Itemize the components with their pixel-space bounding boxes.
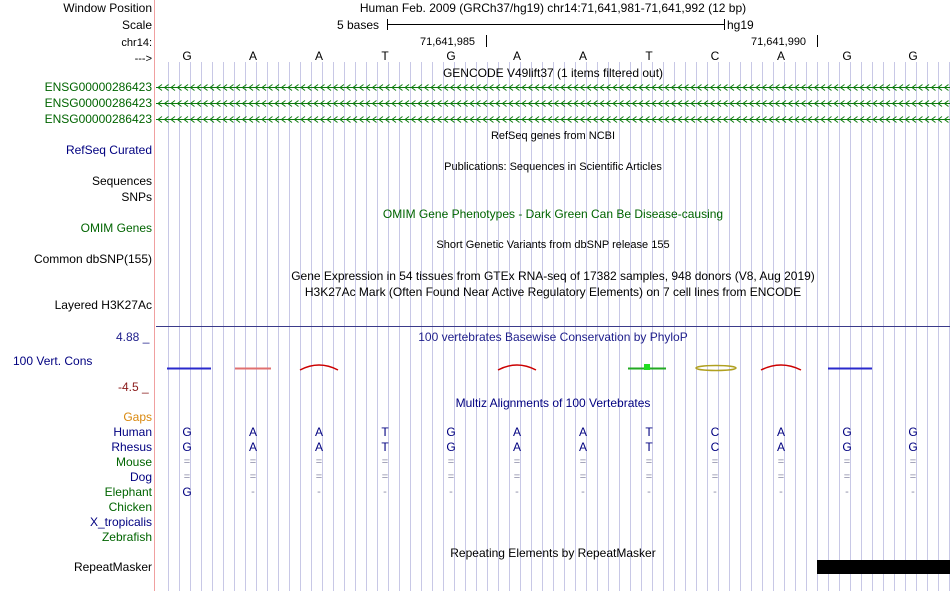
gencode-track-title[interactable]: GENCODE V49lift37 (1 items filtered out) (442, 66, 664, 80)
alignment-cell: G (182, 485, 192, 499)
base-3: A (314, 49, 323, 63)
base-10: A (776, 49, 785, 63)
base-11: G (842, 49, 852, 63)
alignment-cell: = (381, 471, 389, 483)
alignment-cell: T (645, 440, 653, 454)
base-4: T (381, 49, 389, 63)
window-position-label: Window Position (63, 1, 152, 15)
alignment-cell: = (315, 471, 323, 483)
alignment-cell: - (713, 486, 717, 498)
alignment-cell: G (842, 425, 852, 439)
alignment-cell: - (515, 486, 519, 498)
gencode-item-3[interactable]: ENSG00000286423 (44, 112, 152, 126)
alignment-cell: = (447, 456, 455, 468)
publications-track-title[interactable]: Publications: Sequences in Scientific Articles (444, 161, 662, 173)
phylop-max-value: 4.88 _ (116, 330, 150, 344)
base-5: G (446, 49, 456, 63)
species-label-zebrafish[interactable]: Zebrafish (101, 530, 152, 544)
alignment-cell: T (381, 440, 389, 454)
alignment-cell: T (645, 425, 653, 439)
alignment-cell: A (512, 440, 521, 454)
repeatmasker-track-title[interactable]: Repeating Elements by RepeatMasker (450, 546, 656, 560)
base-9: C (710, 49, 720, 63)
species-label-x-tropicalis[interactable]: X_tropicalis (89, 515, 152, 529)
position-tick-left: 71,641,985 (420, 36, 476, 48)
base-1: G (182, 49, 192, 63)
gaps-label[interactable]: Gaps (123, 410, 152, 424)
alignment-cell: = (249, 471, 257, 483)
alignment-cell: T (381, 425, 389, 439)
phylop-mark (300, 365, 338, 370)
alignment-cell: - (251, 486, 255, 498)
refseq-track-title[interactable]: RefSeq genes from NCBI (490, 130, 616, 142)
alignment-cell: G (446, 440, 456, 454)
alignment-cell: = (447, 471, 455, 483)
phylop-mark-highlight (644, 364, 650, 370)
phylop-min-value: -4.5 _ (118, 380, 149, 394)
scale-bases-text: 5 bases (337, 18, 380, 32)
alignment-cell: G (908, 440, 918, 454)
alignment-cell: - (317, 486, 321, 498)
alignment-cell: = (843, 456, 851, 468)
alignment-cell: = (711, 471, 719, 483)
base-6: A (512, 49, 521, 63)
alignment-cell: = (513, 456, 521, 468)
alignment-cell: G (182, 425, 192, 439)
alignment-cell: A (314, 425, 323, 439)
alignment-cell: A (776, 425, 785, 439)
dbsnp-track-label[interactable]: Common dbSNP(155) (33, 252, 152, 266)
scale-label: Scale (121, 18, 152, 32)
sequences-track-label[interactable]: Sequences (91, 174, 152, 188)
species-label-rhesus[interactable]: Rhesus (111, 440, 152, 454)
multiz-track-title[interactable]: Multiz Alignments of 100 Vertebrates (455, 396, 651, 410)
alignment-cell: A (578, 440, 587, 454)
alignment-cell: - (911, 486, 915, 498)
alignment-cell: = (909, 456, 917, 468)
alignment-cell: = (645, 471, 653, 483)
alignment-cell: A (248, 440, 257, 454)
repeatmasker-track-label[interactable]: RepeatMasker (73, 560, 152, 574)
gencode-item-1[interactable]: ENSG00000286423 (44, 80, 152, 94)
species-label-mouse[interactable]: Mouse (115, 455, 152, 469)
alignment-cell: A (314, 440, 323, 454)
alignment-cell: A (776, 440, 785, 454)
h3k27ac-track-title[interactable]: H3K27Ac Mark (Often Found Near Active Regulatory Elements) on 7 cell lines from ENCODE (304, 285, 802, 299)
alignment-cell: C (710, 425, 720, 439)
base-12: G (908, 49, 918, 63)
gencode-item-2[interactable]: ENSG00000286423 (44, 96, 152, 110)
species-label-elephant[interactable]: Elephant (104, 485, 152, 499)
alignment-cell: - (449, 486, 453, 498)
alignment-cell: G (446, 425, 456, 439)
base-2: A (248, 49, 257, 63)
omim-track-title[interactable]: OMIM Gene Phenotypes - Dark Green Can Be Disease-causing (382, 207, 724, 221)
alignment-cell: = (579, 456, 587, 468)
species-label-chicken[interactable]: Chicken (108, 500, 152, 514)
base-7: A (578, 49, 587, 63)
alignment-cell: = (777, 456, 785, 468)
dbsnp-track-title[interactable]: Short Genetic Variants from dbSNP release 155 (436, 239, 670, 251)
assembly-position-text: Human Feb. 2009 (GRCh37/hg19) chr14:71,641,981-71,641,992 (12 bp) (359, 1, 747, 15)
alignment-cell: - (845, 486, 849, 498)
alignment-cell: = (183, 471, 191, 483)
alignment-cell: C (710, 440, 720, 454)
alignment-cell: - (779, 486, 783, 498)
alignment-cell: A (248, 425, 257, 439)
alignment-cell: = (315, 456, 323, 468)
alignment-cell: - (647, 486, 651, 498)
species-label-dog[interactable]: Dog (129, 470, 152, 484)
alignment-cell: = (909, 471, 917, 483)
alignment-cell: = (249, 456, 257, 468)
alignment-cell: G (182, 440, 192, 454)
omim-track-label[interactable]: OMIM Genes (80, 221, 152, 235)
alignment-cell: = (579, 471, 587, 483)
alignment-cell: = (843, 471, 851, 483)
gtex-track-title[interactable]: Gene Expression in 54 tissues from GTEx RNA-seq of 17382 samples, 948 donors (V8, Aug 2019) (291, 269, 815, 283)
alignment-cell: G (842, 440, 852, 454)
alignment-cell: - (581, 486, 585, 498)
chrom-label: chr14: (121, 37, 152, 49)
base-8: T (645, 49, 653, 63)
alignment-cell: = (645, 456, 653, 468)
snps-track-label[interactable]: SNPs (121, 190, 152, 204)
alignment-cell: - (383, 486, 387, 498)
phylop-mark (498, 365, 536, 370)
species-label-human[interactable]: Human (113, 425, 152, 439)
alignment-cell: = (381, 456, 389, 468)
position-tick-right: 71,641,990 (751, 36, 807, 48)
alignment-cell: A (512, 425, 521, 439)
alignment-cell: = (513, 471, 521, 483)
phylop-track-label[interactable]: 100 Vert. Cons (13, 354, 93, 368)
alignment-cell: = (711, 456, 719, 468)
scale-db-text: hg19 (727, 18, 754, 32)
strand-label: ---> (134, 53, 152, 65)
alignment-cell: = (183, 456, 191, 468)
phylop-track-title[interactable]: 100 vertebrates Basewise Conservation by PhyloP (418, 330, 688, 344)
alignment-cell: A (578, 425, 587, 439)
alignment-cell: G (908, 425, 918, 439)
h3k27ac-track-label[interactable]: Layered H3K27Ac (54, 298, 152, 312)
refseq-track-label[interactable]: RefSeq Curated (65, 143, 152, 157)
repeatmasker-element[interactable] (817, 560, 950, 574)
alignment-cell: = (777, 471, 785, 483)
